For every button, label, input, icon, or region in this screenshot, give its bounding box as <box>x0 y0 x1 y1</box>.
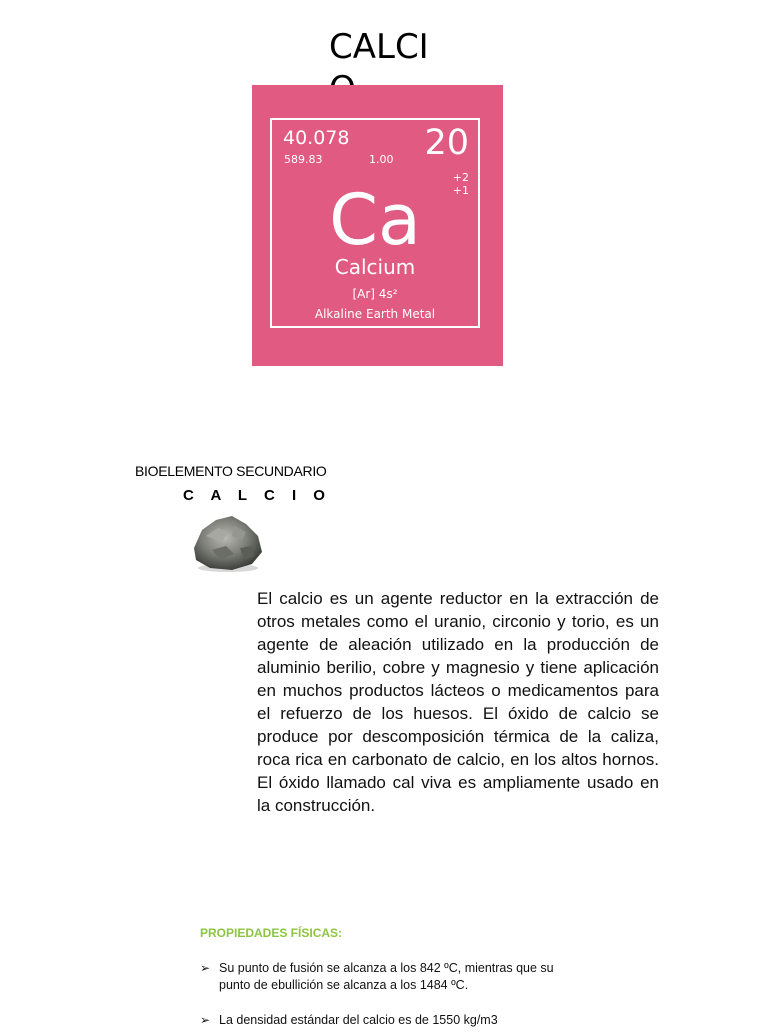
oxidation-state-1: +2 <box>452 171 469 184</box>
list-item <box>200 960 570 1000</box>
properties-heading: PROPIEDADES FÍSICAS: <box>200 926 343 940</box>
oxidation-state-2: +1 <box>452 184 469 197</box>
periodic-element-card <box>252 85 503 366</box>
list-item-text: Su punto de fusión se alcanza a los 842 ºC, mientras que su punto de ebullición se alcanza a los 1484 ºC. <box>219 961 554 992</box>
electronegativity: 1.00 <box>369 153 394 166</box>
electron-configuration: [Ar] 4s² <box>352 287 398 301</box>
atomic-mass: 40.078 <box>283 127 350 149</box>
element-symbol: Ca <box>329 179 421 261</box>
calcium-rock-image <box>188 510 264 574</box>
arrow-bullet-icon: ➢ <box>200 961 211 975</box>
element-name: Calcium <box>334 255 416 279</box>
atomic-number: 20 <box>424 123 469 163</box>
ionization-energy: 589.83 <box>284 153 323 166</box>
subtitle: BIOELEMENTO SECUNDARIO <box>135 463 327 479</box>
arrow-bullet-icon: ➢ <box>200 1013 211 1027</box>
list-item-text: La densidad estándar del calcio es de 1550 kg/m3 <box>219 1013 498 1027</box>
spaced-title: C A L C I O <box>183 487 332 504</box>
list-item <box>200 1012 570 1032</box>
element-frame <box>270 118 480 328</box>
description-paragraph: El calcio es un agente reductor en la extracción de otros metales como el uranio, circonio y torio, es un agente de aleación utilizado en la producción de aluminio berilio, cobre y magnesio y tiene aplicación en muchos productos lácteos o medicamentos para el refuerzo de los huesos. El óxido de calcio se produce por descomposición térmica de la caliza, roca rica en carbonato de calcio, en los altos hornos. El óxido llamado cal viva es ampliamente usado en la construcción. <box>257 589 659 815</box>
page-title: CALCI <box>329 27 429 67</box>
element-category: Alkaline Earth Metal <box>314 307 436 321</box>
